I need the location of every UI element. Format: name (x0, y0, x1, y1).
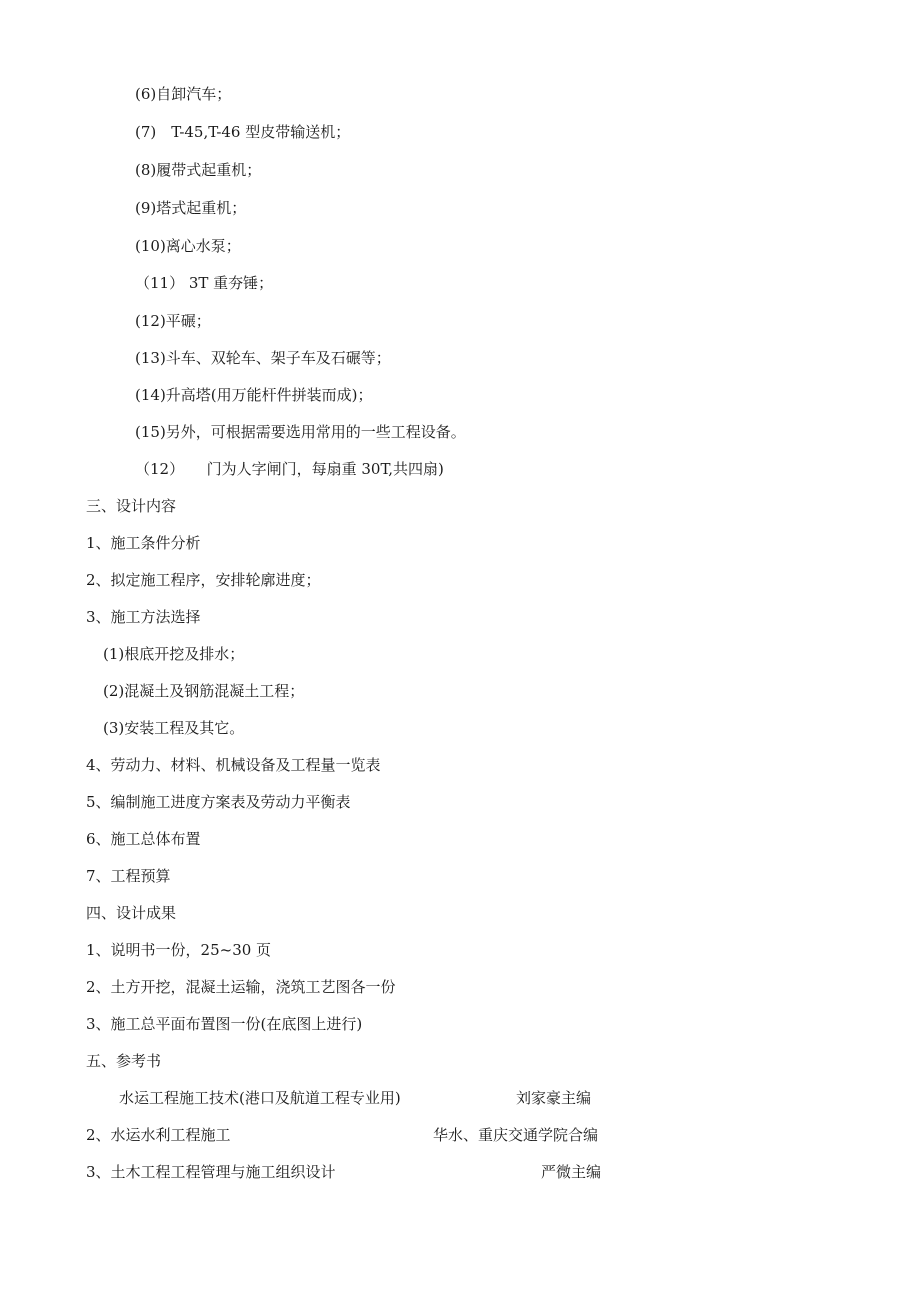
reference-author: 华水、重庆交通学院合编 (433, 1126, 599, 1144)
reference-author: 严微主编 (541, 1163, 602, 1181)
list-item: 5、编制施工进度方案表及劳动力平衡表 (86, 793, 351, 811)
equipment-item: (10)离心水泵； (135, 237, 241, 255)
reference-title: 2、水运水利工程施工 (86, 1126, 231, 1144)
reference-title: 水运工程施工技术(港口及航道工程专业用) (119, 1089, 401, 1107)
equipment-item: (7) T-45,T-46 型皮带输送机； (135, 123, 351, 141)
sub-list-item: (2)混凝土及钢筋混凝土工程； (103, 682, 305, 700)
list-item: 3、施工方法选择 (86, 608, 201, 626)
equipment-item: （11） 3T 重夯锤； (135, 274, 274, 292)
section-heading-design-content: 三、设计内容 (86, 497, 177, 515)
equipment-item: (13)斗车、双轮车、架子车及石碾等； (135, 349, 391, 367)
list-item: 7、工程预算 (86, 867, 171, 885)
sub-list-item: (3)安装工程及其它。 (103, 719, 245, 737)
gate-note: （12） 门为人字闸门，每扇重 30T,共四扇) (135, 460, 444, 478)
list-item: 6、施工总体布置 (86, 830, 201, 848)
list-item: 1、施工条件分析 (86, 534, 201, 552)
equipment-item: (15)另外，可根据需要选用常用的一些工程设备。 (135, 423, 466, 441)
section-heading-design-results: 四、设计成果 (86, 904, 177, 922)
list-item: 3、施工总平面布置图一份(在底图上进行) (86, 1015, 363, 1033)
reference-title: 3、土木工程工程管理与施工组织设计 (86, 1163, 336, 1181)
section-heading-references: 五、参考书 (86, 1052, 162, 1070)
equipment-item: (8)履带式起重机； (135, 161, 262, 179)
list-item: 1、说明书一份，25~30 页 (86, 941, 272, 959)
equipment-item: (6)自卸汽车； (135, 85, 232, 103)
equipment-item: (9)塔式起重机； (135, 199, 247, 217)
equipment-item: (12)平碾； (135, 312, 211, 330)
list-item: 4、劳动力、材料、机械设备及工程量一览表 (86, 756, 381, 774)
sub-list-item: (1)根底开挖及排水； (103, 645, 245, 663)
list-item: 2、拟定施工程序，安排轮廓进度； (86, 571, 321, 589)
equipment-item: (14)升高塔(用万能杆件拼装而成)； (135, 386, 373, 404)
list-item: 2、土方开挖，混凝土运输，浇筑工艺图各一份 (86, 978, 396, 996)
reference-author: 刘家豪主编 (516, 1089, 592, 1107)
